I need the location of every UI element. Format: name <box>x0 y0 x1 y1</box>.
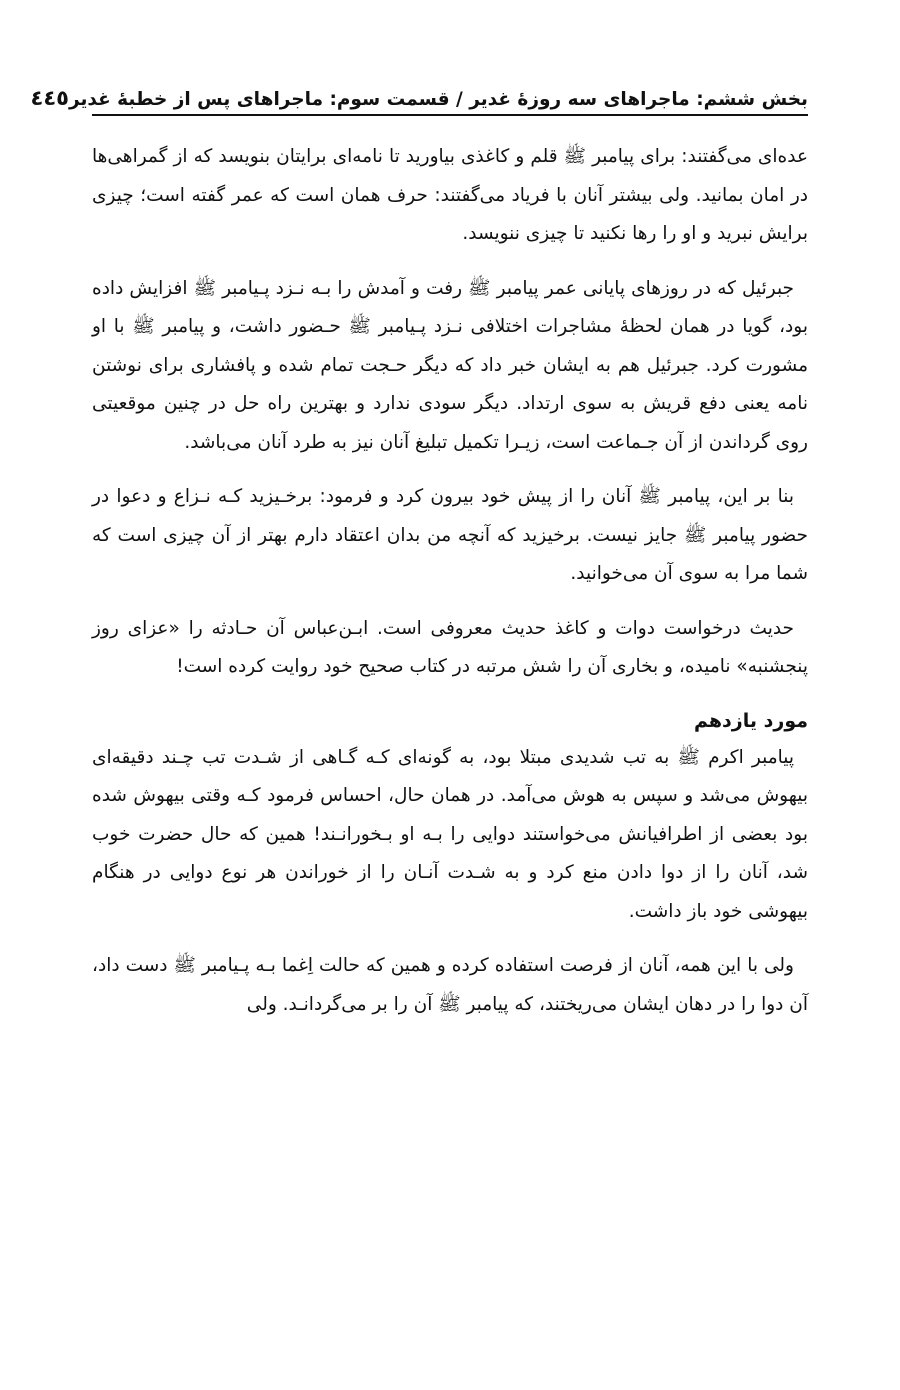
running-header-title: بخش ششم: ماجراهای سه روزهٔ غدیر / قسمت سوم: ماجراهای پس از خطبهٔ غدیر <box>68 89 808 110</box>
running-header <box>30 66 808 116</box>
page-number: ٤٤٥ <box>30 86 69 110</box>
paragraph-2: جبرئیل که در روزهای پایانی عمر پیامبر ﷺ رفت و آمدش را بـه نـزد پـیامبر ﷺ افزایش داده بود، گویا در همان لحظهٔ مشاجرات اختلافی نـزد پـیامبر ﷺ حـضور داشت، و پیامبر ﷺ با او مشورت کرد. جبرئیل هم به ایشان خبر داد که دیگر حـجت تمام شده و پافشاری برای نوشتن نامه یعنی دفع قریش به سوی ارتداد. دیگر سودی ندارد و بهترین راه حل در چنین موقعیتی روی گرداندن از آن جـماعت است، زیـرا تکمیل تبلیغ آنان نیز به طرد آنان می‌باشد. <box>92 277 808 453</box>
section-paragraph-2: ولی با این همه، آنان از فرصت استفاده کرده و همین که حالت اِغما بـه پـیامبر ﷺ دست داد، آن دوا را در دهان ایشان می‌ریختند، که پیامبر ﷺ آن را بر می‌گردانـد. ولی <box>92 955 808 1015</box>
body-text <box>92 138 808 1024</box>
paragraph-3: بنا بر این، پیامبر ﷺ آنان را از پیش خود بیرون کرد و فرمود: برخـیزید کـه نـزاع و دعوا در حضور پیامبر ﷺ جایز نیست. برخیزید که آنچه من بدان اعتقاد دارم بهتر از آن چیزی است که شما مرا به سوی آن می‌خوانید. <box>92 486 808 584</box>
paragraph-1: عده‌ای می‌گفتند: برای پیامبر ﷺ قلم و کاغذی بیاورید تا نامه‌ای برایتان بنویسد که از گمراهی‌ها در امان بمانید. ولی بیشتر آنان با فریاد می‌گفتند: حرف همان است که عمر گفته است؛ چیزی برایش نبرید و او را رها نکنید تا چیزی ننویسد. <box>92 146 808 244</box>
section-heading: مورد یازدهم <box>693 709 808 732</box>
book-page <box>30 66 808 1040</box>
paragraph-4: حدیث درخواست دوات و کاغذ حدیث معروفی است. ابـن‌عباس آن حـادثه را «عزای روز پنجشنبه» نامیده، و بخاری آن را شش مرتبه در کتاب صحیح خود روایت کرده است! <box>92 617 808 677</box>
section-paragraph-1: پیامبر اکرم ﷺ به تب شدیدی مبتلا بود، به گونه‌ای کـه گـاهی از شـدت تب چـند دقیقه‌ای بیهوش می‌شد و سپس به هوش می‌آمد. در همان حال، احساس فرمود کـه وقتی بیهوش شده بود بعضی از اطرافیانش می‌خواستند دوایی را بـه او بـخورانـند! همین که حال حضرت خوب شد، آنان را از دوا دادن منع کرد و به شـدت آنـان را از خوراندن هر نوع دوایی در هنگام بیهوشی خود باز داشت. <box>92 746 808 922</box>
